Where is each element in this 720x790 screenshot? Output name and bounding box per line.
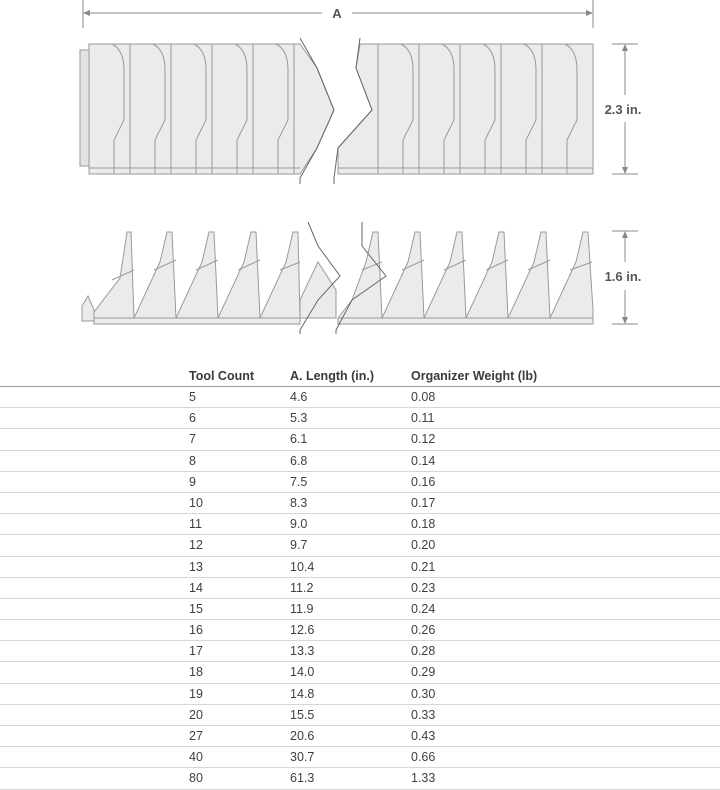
table-row xyxy=(0,726,720,747)
weight-cell: 1.33 xyxy=(411,771,436,786)
tool-count-cell: 13 xyxy=(189,559,203,574)
tool-count-cell: 12 xyxy=(189,538,203,553)
table-row xyxy=(0,705,720,726)
weight-cell: 0.20 xyxy=(411,538,436,553)
weight-cell: 0.66 xyxy=(411,750,436,765)
weight-cell: 0.12 xyxy=(411,432,436,447)
weight-cell: 0.28 xyxy=(411,644,436,659)
weight-cell: 0.30 xyxy=(411,686,436,701)
table-row xyxy=(0,472,720,493)
length-cell: 13.3 xyxy=(290,644,315,659)
table-body xyxy=(0,387,720,790)
length-cell: 30.7 xyxy=(290,750,315,765)
tool-count-cell: 17 xyxy=(189,644,203,659)
table-row xyxy=(0,451,720,472)
tool-count-cell: 19 xyxy=(189,686,203,701)
tool-count-cell: 40 xyxy=(189,750,203,765)
tool-count-cell: 8 xyxy=(189,453,196,468)
length-cell: 11.9 xyxy=(290,601,314,616)
length-cell: 6.1 xyxy=(290,432,308,447)
length-cell: 9.7 xyxy=(290,538,308,553)
table-header-row xyxy=(0,366,720,387)
table-row xyxy=(0,747,720,768)
length-cell: 6.8 xyxy=(290,453,308,468)
length-cell: 14.0 xyxy=(290,665,315,680)
tool-count-cell: 18 xyxy=(189,665,203,680)
tool-count-cell: 5 xyxy=(189,390,196,404)
table-row xyxy=(0,578,720,599)
tool-count-cell: 9 xyxy=(189,474,196,489)
weight-cell: 0.08 xyxy=(411,390,436,404)
table-row xyxy=(0,768,720,789)
length-cell: 15.5 xyxy=(290,707,315,722)
length-cell: 5.3 xyxy=(290,411,308,426)
length-cell: 61.3 xyxy=(290,771,315,786)
table-row xyxy=(0,599,720,620)
weight-cell: 0.26 xyxy=(411,623,436,638)
weight-cell: 0.14 xyxy=(411,453,436,468)
organizer-dimension-diagram xyxy=(0,0,720,340)
length-cell: 8.3 xyxy=(290,495,308,510)
header-length: A. Length (in.) xyxy=(290,369,375,383)
table-row xyxy=(0,557,720,578)
length-cell: 20.6 xyxy=(290,729,315,743)
table-row xyxy=(0,662,720,683)
weight-cell: 0.11 xyxy=(411,411,435,426)
specifications-table xyxy=(0,366,720,790)
length-cell: 14.8 xyxy=(290,686,315,701)
table-row xyxy=(0,620,720,641)
length-cell: 9.0 xyxy=(290,517,308,532)
weight-cell: 0.43 xyxy=(411,729,436,743)
tool-count-cell: 27 xyxy=(189,729,203,743)
tool-count-cell: 80 xyxy=(189,771,203,786)
tool-count-cell: 7 xyxy=(189,432,196,447)
tool-count-cell: 20 xyxy=(189,707,203,722)
table-row xyxy=(0,641,720,662)
table-row xyxy=(0,493,720,514)
table-row xyxy=(0,387,720,408)
dimension-depth-label: 1.6 in. xyxy=(604,269,642,284)
tool-count-cell: 15 xyxy=(189,601,203,616)
tool-count-cell: 10 xyxy=(189,495,203,510)
tool-count-cell: 6 xyxy=(189,411,196,426)
weight-cell: 0.16 xyxy=(411,474,436,489)
table-row xyxy=(0,429,720,450)
weight-cell: 0.17 xyxy=(411,495,436,510)
organizer-top-view xyxy=(80,44,593,174)
length-cell: 4.6 xyxy=(290,390,308,404)
tool-count-cell: 11 xyxy=(189,517,202,532)
weight-cell: 0.21 xyxy=(411,559,436,574)
tool-count-cell: 14 xyxy=(189,580,203,595)
dimension-height-label: 2.3 in. xyxy=(604,102,642,117)
weight-cell: 0.24 xyxy=(411,601,436,616)
length-cell: 7.5 xyxy=(290,474,308,489)
header-tool-count: Tool Count xyxy=(189,369,255,383)
weight-cell: 0.29 xyxy=(411,665,436,680)
length-cell: 11.2 xyxy=(290,580,314,595)
table-row xyxy=(0,684,720,705)
table-row xyxy=(0,408,720,429)
header-weight: Organizer Weight (lb) xyxy=(411,369,538,383)
length-cell: 10.4 xyxy=(290,559,315,574)
table-row xyxy=(0,535,720,556)
dimension-a-label: A xyxy=(332,6,342,21)
table-row xyxy=(0,514,720,535)
tool-count-cell: 16 xyxy=(189,623,203,638)
length-cell: 12.6 xyxy=(290,623,315,638)
weight-cell: 0.33 xyxy=(411,707,436,722)
weight-cell: 0.23 xyxy=(411,580,436,595)
weight-cell: 0.18 xyxy=(411,517,436,532)
